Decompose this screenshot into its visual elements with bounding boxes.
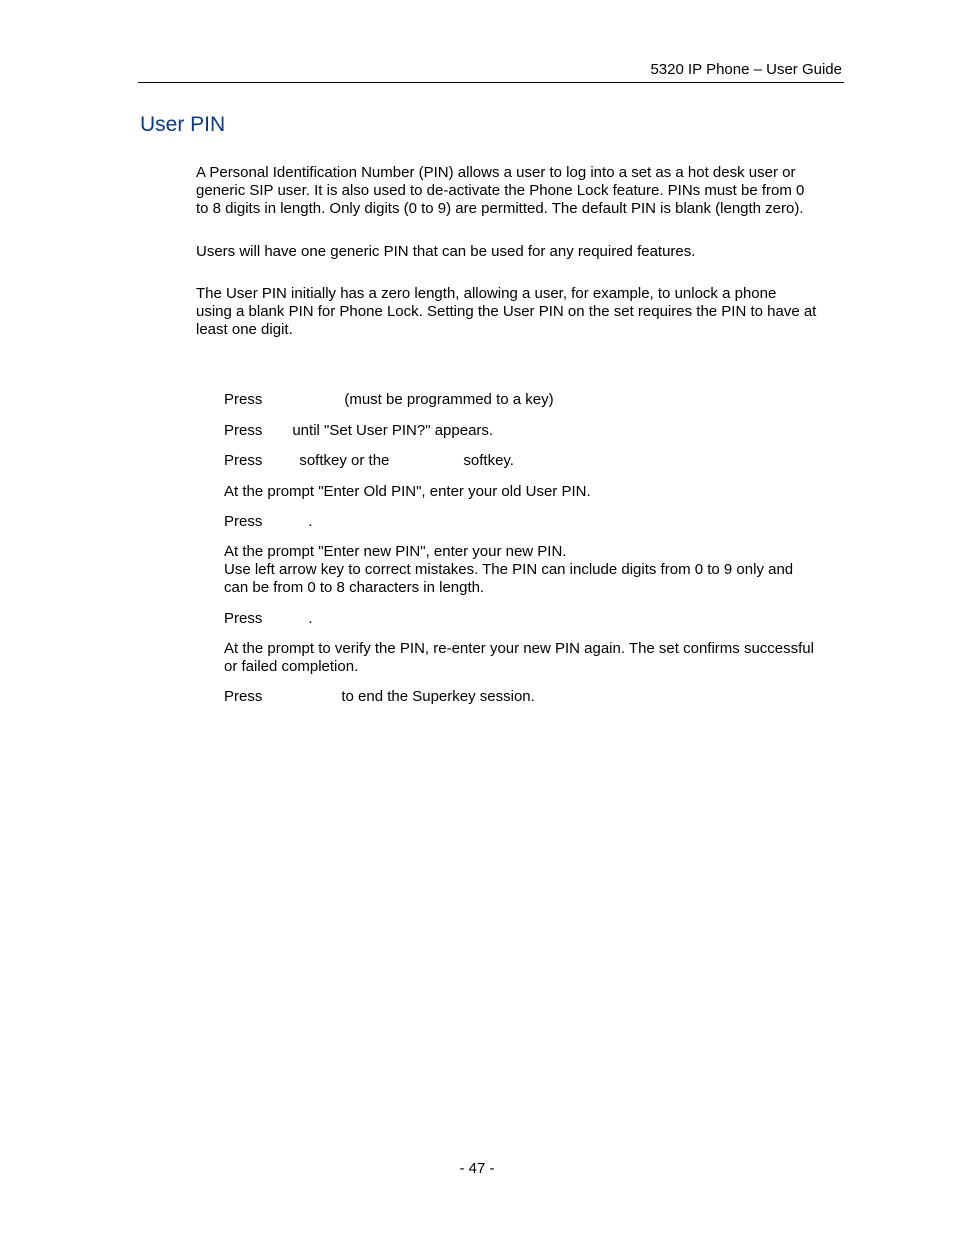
step-1 [224, 391, 846, 409]
step-3 [224, 452, 846, 470]
step-8 [224, 640, 846, 676]
step-text: . [308, 513, 313, 530]
section-heading: User PIN [140, 113, 226, 136]
generic-pin-paragraph [196, 243, 846, 261]
text-line: generic SIP user. It is also used to de-activate the Phone Lock feature. PINs must be from 0 [196, 182, 805, 199]
step-5 [224, 513, 846, 531]
text-line: can be from 0 to 8 characters in length. [224, 579, 485, 596]
text-line: to 8 digits in length. Only digits (0 to 9) are permitted. The default PIN is blank (length zero). [196, 200, 804, 217]
step-7 [224, 610, 846, 628]
page-header [138, 61, 844, 83]
step-text: to end the Superkey session. [341, 688, 535, 705]
text-line: The User PIN initially has a zero length, allowing a user, for example, to unlock a phone [196, 285, 777, 302]
text-line: A Personal Identification Number (PIN) allows a user to log into a set as a hot desk user or [196, 164, 796, 181]
text-line: least one digit. [196, 321, 293, 338]
intro-paragraph [196, 164, 846, 218]
step-text: At the prompt "Enter Old PIN", enter your old User PIN. [224, 483, 591, 500]
text-line: At the prompt to verify the PIN, re-enter your new PIN again. The set confirms successful [224, 640, 814, 657]
step-press-label: Press [224, 391, 263, 408]
document-title: 5320 IP Phone – User Guide [650, 61, 842, 78]
step-press-label: Press [224, 688, 263, 705]
initial-pin-paragraph [196, 285, 846, 339]
step-press-label: Press [224, 452, 263, 469]
step-text: . [308, 610, 313, 627]
step-text: until "Set User PIN?" appears. [292, 422, 494, 439]
text-line: Use left arrow key to correct mistakes. The PIN can include digits from 0 to 9 only and [224, 561, 794, 578]
step-press-label: Press [224, 610, 263, 627]
step-4 [224, 483, 846, 501]
text-line: Users will have one generic PIN that can be used for any required features. [196, 243, 696, 260]
step-9 [224, 688, 846, 706]
text-line: or failed completion. [224, 658, 359, 675]
step-text: softkey or the [299, 452, 390, 469]
step-text: softkey. [463, 452, 514, 469]
page-number: - 47 - [459, 1160, 495, 1177]
step-6 [224, 543, 846, 597]
text-line: using a blank PIN for Phone Lock. Setting the User PIN on the set requires the PIN to have at [196, 303, 817, 320]
step-press-label: Press [224, 513, 263, 530]
step-2 [224, 422, 846, 440]
step-text: (must be programmed to a key) [344, 391, 554, 408]
text-line: At the prompt "Enter new PIN", enter your new PIN. [224, 543, 567, 560]
step-press-label: Press [224, 422, 263, 439]
